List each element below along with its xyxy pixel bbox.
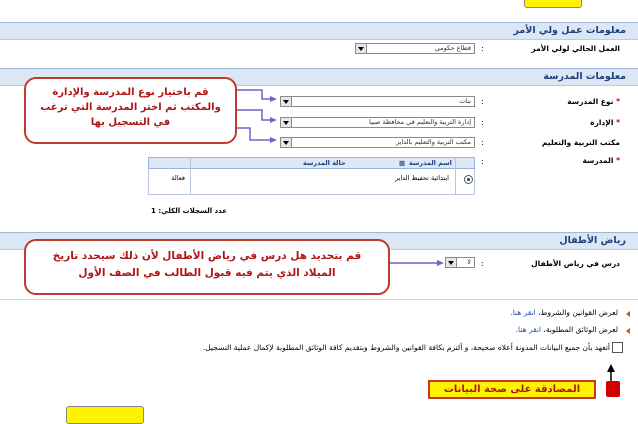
school-status-cell: فعالة xyxy=(171,174,185,182)
job-select-value: قطاع حكومي xyxy=(434,44,471,52)
school-type-value: بنات xyxy=(459,97,471,105)
confirm-callout xyxy=(428,380,596,399)
kg-colon: : xyxy=(481,259,484,268)
docs-note xyxy=(516,325,618,334)
required-star: * xyxy=(616,156,620,165)
col-status-header[interactable]: حالة المدرسة xyxy=(303,159,346,167)
pledge-checkbox[interactable] xyxy=(612,342,623,353)
job-colon: : xyxy=(481,44,484,53)
admin-value: إدارة التربية والتعليم في محافظة صبيا xyxy=(369,118,471,126)
kg-select[interactable] xyxy=(445,257,475,268)
section-divider xyxy=(0,299,638,300)
job-label: العمل الحالي لولي الأمر xyxy=(531,44,620,53)
kg-callout-text: قم بتحديد هل درس في رياض الأطفال لأن ذلك سيحدد تاريخ الميلاد الذي يتم فيه قبول الطالب في الصف الأول xyxy=(52,250,362,279)
kindergarten-section-title: رياض الأطفال xyxy=(559,235,626,246)
required-star: * xyxy=(616,118,620,127)
office-label: مكتب التربية والتعليم xyxy=(541,138,620,147)
pledge-text: أتعهد بأن جميع البيانات المدونة أعلاه صحيحة، و ألتزم بكافة القوانين والشروط وبتقديم كافة الوثائق المطلوبة لإكمال عملية التسجيل. xyxy=(202,343,610,352)
docs-link[interactable]: انقر هنا. xyxy=(515,325,542,334)
kg-label: درس في رياض الأطفال xyxy=(531,259,620,268)
kg-value: لا xyxy=(467,258,471,266)
school-colon: : xyxy=(481,157,484,166)
bullet-icon xyxy=(626,328,630,334)
kg-callout xyxy=(24,239,390,295)
office-value: مكتب التربية والتعليم بالداير xyxy=(395,138,471,146)
admin-label-text: الإدارة xyxy=(590,118,614,127)
office-colon: : xyxy=(481,138,484,147)
confirm-callout-text: المصادقة على صحة البيانات xyxy=(443,384,581,395)
school-label-text: المدرسة xyxy=(582,156,614,165)
confirm-marker xyxy=(606,381,620,397)
school-callout-text: قم باختيار نوع المدرسة والإدارة والمكتب ثم اختر المدرسة التي ترغب في التسجيل بها xyxy=(40,87,221,128)
chevron-down-icon[interactable] xyxy=(446,258,457,267)
admin-colon: : xyxy=(481,118,484,127)
docs-text: لعرض الوثائق المطلوبة، xyxy=(543,325,618,334)
records-total-label: عدد السجلات الكلي: xyxy=(158,207,227,215)
records-total-value: 1 xyxy=(151,207,156,215)
guardian-section-title: معلومات عمل ولي الأمر xyxy=(513,25,626,36)
required-star: * xyxy=(616,97,620,106)
register-button[interactable] xyxy=(66,406,144,424)
col-name-header[interactable]: اسم المدرسة xyxy=(409,159,452,167)
rules-note xyxy=(510,308,618,317)
rules-link[interactable]: انقر هنا. xyxy=(510,308,536,317)
rules-text: لعرض القوانين والشروط، xyxy=(538,308,618,317)
school-name-cell: ابتدائية تحفيظ الداير xyxy=(394,174,449,182)
school-type-label-text: نوع المدرسة xyxy=(567,97,614,106)
school-section-title: معلومات المدرسة xyxy=(543,71,626,82)
school-type-colon: : xyxy=(481,97,484,106)
sort-icon[interactable]: ▩ xyxy=(399,159,406,167)
bullet-icon xyxy=(626,311,630,317)
